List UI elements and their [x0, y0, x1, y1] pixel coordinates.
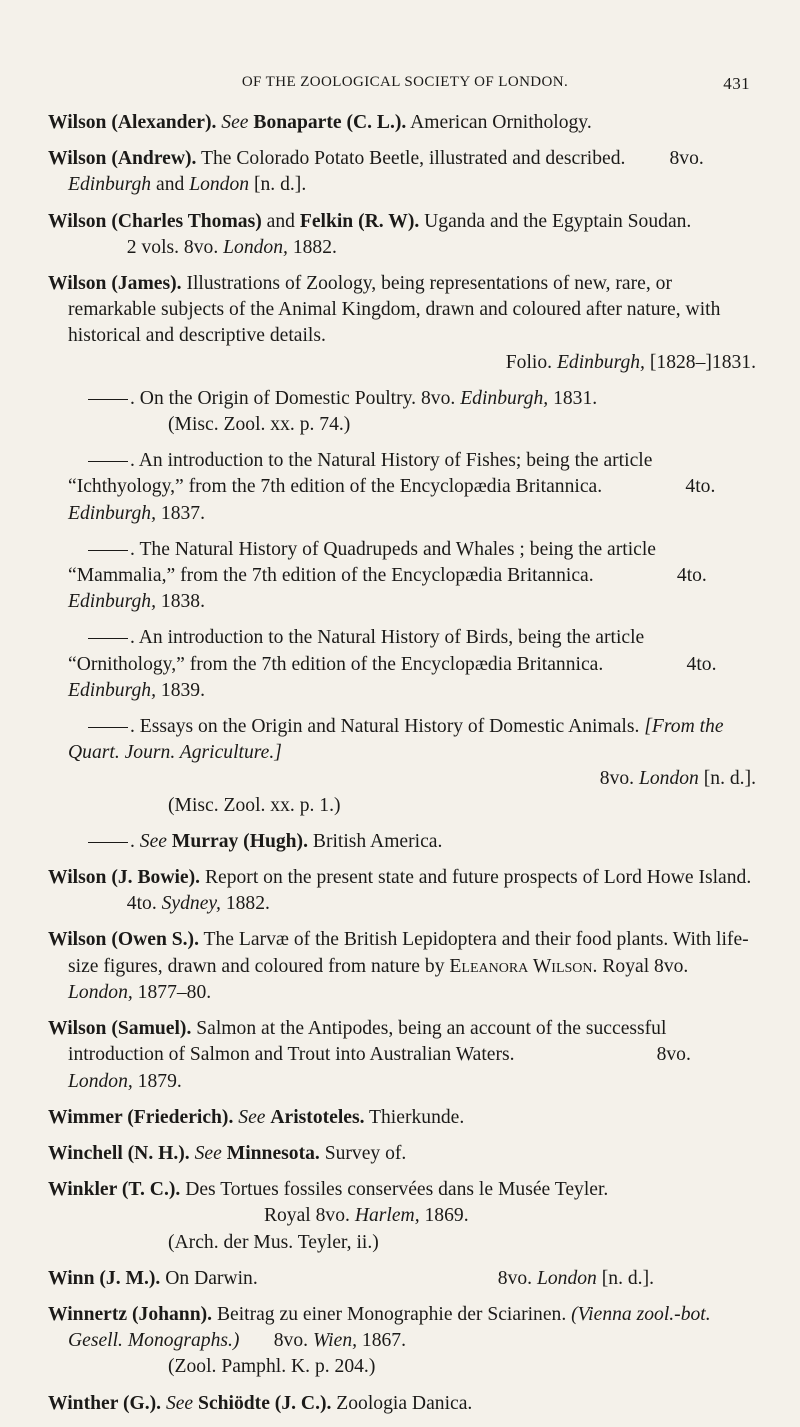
cross-reference: Schiödte (J. C.). — [198, 1392, 332, 1414]
entry-date: 1879. — [132, 1070, 182, 1092]
entry-author: Wilson (Owen S.). — [48, 929, 199, 951]
entry-date: 1838. — [156, 591, 205, 613]
entry-imprint — [68, 350, 756, 376]
cross-reference: Bonaparte (C. L.). — [253, 112, 407, 133]
entry-place: Edinburgh, — [460, 387, 549, 409]
entry-format: 8vo. — [420, 387, 456, 409]
running-header — [60, 74, 750, 100]
entry-author: Winn (J. M.). — [48, 1267, 161, 1289]
entry-wilson-andrew — [48, 146, 756, 198]
entry-place: Edinburgh, — [68, 679, 156, 701]
entry-author: Winchell (N. H.). — [48, 1142, 190, 1164]
cross-reference: Minnesota. — [226, 1142, 320, 1164]
entry-format: 8vo. — [497, 1267, 533, 1289]
entry-format: 8vo. — [599, 768, 635, 790]
see-reference: See — [139, 830, 167, 852]
entry-author: Winkler (T. C.). — [48, 1179, 181, 1201]
entry-author: Wilson (Andrew). — [48, 148, 197, 170]
entry-format: 4to. — [686, 653, 717, 675]
entry-title: Uganda and the Egyptain Soudan. — [424, 210, 692, 232]
entry-format: Royal 8vo. — [602, 955, 689, 977]
entry-conjunction: and — [151, 174, 190, 196]
entry-author: Wilson (Charles Thomas) — [48, 210, 262, 232]
entry-date: [n. d.]. — [249, 174, 307, 196]
entry-sub-quadrupeds: . The Natural History of Quadrupeds and Whales ; being the article “Mammalia,” from the 7th edition of the Encyclopædia Britannica. 4to. Edinburgh, 1838. — [68, 538, 707, 613]
entry-title: An introduction to the Natural History of Birds, being the article “Ornithology,” from the 7th edition of the Encyclopædia Britannica. — [68, 627, 645, 675]
entry-author-2: Felkin (R. W). — [299, 210, 420, 232]
entry-title: Report on the present state and future prospects of Lord Howe Island. — [204, 867, 752, 889]
entry-note: (Misc. Zool. xx. p. 74.) — [168, 414, 351, 436]
entry-winther — [48, 1391, 756, 1417]
entry-title: Survey of. — [324, 1142, 407, 1164]
entry-illustrator: Eleanora Wilson. — [449, 955, 598, 977]
entry-sub-birds: . An introduction to the Natural History of Birds, being the article “Ornithology,” from the 7th edition of the Encyclopædia Britannica. 4to. Edinburgh, 1839. — [68, 627, 717, 701]
ditto-dash — [88, 842, 128, 843]
entry-title: Essays on the Origin and Natural History of Domestic Animals. — [139, 716, 640, 738]
entry-wimmer — [48, 1105, 756, 1131]
entry-title: The Larvæ of the British Lepidoptera and their food plants. With life-size figures, drawn and coloured from nature by — [68, 929, 749, 977]
entry-title: Illustrations of Zoology, being representations of new, rare, or remarkable subjects of the Animal Kingdom, drawn and coloured after nature, with historical and descriptive details. — [68, 273, 721, 347]
entry-date: 1877–80. — [132, 981, 212, 1003]
entry-date: 1882. — [220, 893, 270, 915]
entry-wilson-j-bowie — [48, 865, 756, 917]
entry-wilson-alexander — [48, 110, 756, 136]
entry-place: Edinburgh, — [68, 591, 156, 613]
entry-title: American Ornithology. — [410, 112, 592, 133]
entry-format: 4to. — [126, 893, 157, 915]
entry-author: Wilson (James). — [48, 273, 182, 295]
entry-author: Winnertz (Johann). — [48, 1303, 213, 1325]
ditto-dash — [88, 461, 128, 462]
ditto-dash — [88, 638, 128, 639]
entry-title: The Colorado Potato Beetle, illustrated and described. — [200, 148, 626, 170]
entry-author: Wilson (Samuel). — [48, 1018, 192, 1040]
entry-date: 1882. — [287, 236, 337, 258]
entry-title: British America. — [312, 830, 443, 852]
entry-format: Folio. — [505, 351, 553, 373]
entry-author: Wimmer (Friederich). — [48, 1106, 234, 1128]
entry-wilson-owen — [48, 927, 756, 1006]
entry-wilson-charles — [48, 209, 756, 261]
entry-place: Edinburgh, — [68, 502, 156, 524]
entry-conjunction: and — [261, 210, 300, 232]
entry-format: Royal 8vo. — [263, 1205, 350, 1227]
entry-place-2: London — [189, 174, 250, 196]
entry-place: London, — [223, 236, 288, 258]
entry-sub-fishes: . An introduction to the Natural History of Fishes; being the article “Ichthyology,” from the 7th edition of the Encyclopædia Britannica. 4to. Edinburgh, 1837. — [68, 450, 716, 524]
entry-note: (Misc. Zool. xx. p. 1.) — [168, 794, 341, 816]
entry-sub-domestic-poultry: . On the Origin of Domestic Poultry. 8vo. Edinburgh, 1831. (Misc. Zool. xx. p. 74.) — [48, 386, 756, 438]
entry-title: Thierkunde. — [369, 1106, 465, 1128]
entry-winkler — [48, 1177, 756, 1256]
entry-date: [1828–]1831. — [644, 351, 756, 373]
see-reference: See — [238, 1106, 266, 1128]
entry-date: 1837. — [156, 502, 205, 524]
entry-sub-domestic-animals: . Essays on the Origin and Natural History of Domestic Animals. [From the Quart. Journ. Agriculture.] 8vo. London [n. d.]. (Misc. Zool. xx. p. 1.) — [48, 714, 756, 819]
entry-date: [n. d.]. — [596, 1267, 654, 1289]
entry-title: Des Tortues fossiles conservées dans le Musée Teyler. — [185, 1179, 609, 1201]
entry-date: 1867. — [357, 1330, 406, 1352]
ditto-dash — [88, 399, 128, 400]
entry-format: 8vo. — [669, 148, 704, 170]
entry-winnertz — [48, 1302, 756, 1381]
entry-title: Beitrag zu einer Monographie der Sciarinen. — [216, 1303, 567, 1325]
see-reference: See — [165, 1392, 194, 1414]
entry-place: Sydney, — [161, 893, 221, 915]
entry-title: Zoologia Danica. — [336, 1392, 473, 1414]
see-reference: See — [221, 112, 249, 133]
entry-source-bracket: [From the Quart. Journ. Agriculture.] — [68, 716, 724, 764]
entry-format: 4to. — [676, 565, 707, 587]
entry-title: An introduction to the Natural History of Fishes; being the article “Ichthyology,” from the 7th edition of the Encyclopædia Britannica. — [68, 450, 653, 498]
entry-place: Harlem, — [354, 1205, 420, 1227]
entry-place: London — [638, 768, 699, 790]
entry-date: 1831. — [548, 387, 598, 409]
entry-author: Winther (G.). — [48, 1392, 162, 1414]
entry-author: Wilson (J. Bowie). — [48, 867, 201, 889]
entry-wilson-samuel — [48, 1016, 756, 1095]
entry-place: Edinburgh, — [556, 351, 645, 373]
entry-list — [48, 110, 756, 1427]
entry-format: 8vo. — [656, 1044, 691, 1066]
entry-date: 1869. — [419, 1205, 469, 1227]
ditto-dash — [88, 550, 128, 551]
entry-imprint — [68, 766, 756, 792]
entry-sub-murray: . See Murray (Hugh). British America. — [48, 829, 756, 855]
entry-date: 1839. — [156, 679, 205, 701]
entry-wilson-james — [48, 271, 756, 376]
ditto-dash — [88, 727, 128, 728]
cross-reference: Murray (Hugh). — [171, 830, 308, 852]
entry-place: London, — [68, 981, 133, 1003]
entry-title: The Natural History of Quadrupeds and Whales ; being the article “Mammalia,” from the 7th edition of the Encyclopædia Britannica. — [68, 538, 656, 587]
entry-place: Edinburgh — [68, 174, 152, 196]
entry-title: On Darwin. — [165, 1267, 258, 1289]
entry-note: (Arch. der Mus. Teyler, ii.) — [168, 1231, 379, 1253]
entry-series: (Vienna zool.-bot. Gesell. Monographs.) — [68, 1303, 711, 1352]
running-title: OF THE ZOOLOGICAL SOCIETY OF LONDON. — [241, 74, 569, 90]
entry-date: [n. d.]. — [698, 768, 756, 790]
entry-place: London, — [68, 1070, 133, 1092]
entry-winchell — [48, 1141, 756, 1167]
see-reference: See — [194, 1142, 222, 1164]
entry-winn — [48, 1266, 756, 1292]
cross-reference: Aristoteles. — [270, 1106, 365, 1128]
entry-author: Wilson (Alexander). — [48, 112, 217, 133]
entry-format: 4to. — [685, 476, 716, 498]
page-number: 431 — [723, 74, 750, 93]
entry-title: Salmon at the Antipodes, being an account of the successful introduction of Salmon and Trout into Australian Waters. — [68, 1018, 667, 1066]
entry-place: Wien, — [312, 1330, 358, 1352]
entry-place: London — [536, 1267, 597, 1289]
entry-format: 8vo. — [273, 1330, 309, 1352]
entry-title: On the Origin of Domestic Poultry. — [139, 387, 417, 409]
entry-format: 2 vols. 8vo. — [126, 236, 219, 258]
entry-note: (Zool. Pamphl. K. p. 204.) — [168, 1356, 376, 1378]
